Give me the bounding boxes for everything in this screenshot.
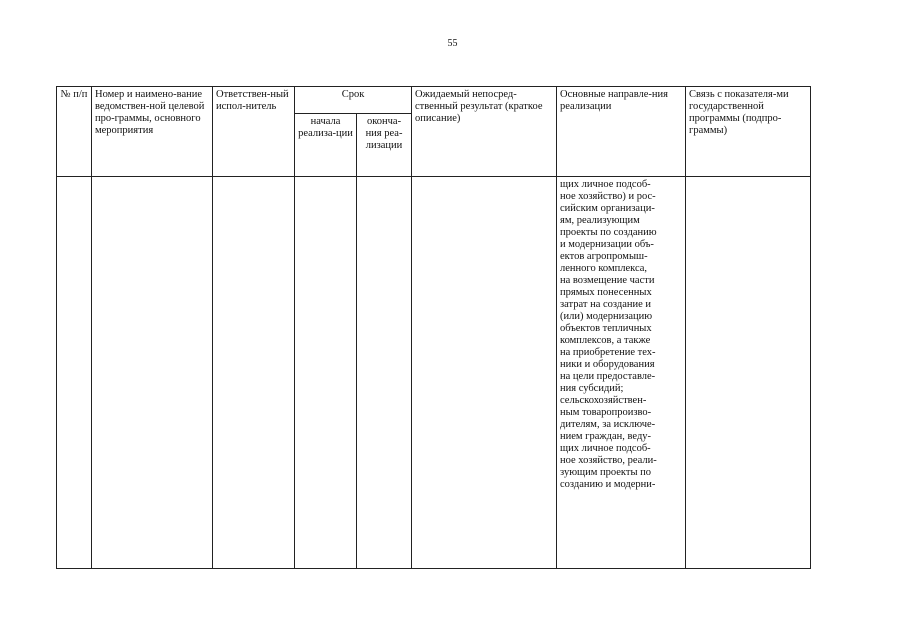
cell-directions: щих личное подсоб- ное хозяйство) и рос- сийским организаци- ям, реализующим проекты по созданию и модернизации объ- ектов агропромыш- ленного комплекса, на возмещение части прямых понесенных затрат на создание и (или) модернизацию объектов тепличных комплексов, а также на приобретение тех- ники и оборудования на цели предоставле- ния субсидий; сельскохозяйствен- ным товаропроизво- дителям, за исключе- нием граждан, веду- щих личное подсоб- ное хозяйство, реали- зующим проекты по созданию и модерни- xyxy=(557,177,686,569)
header-end: оконча-ния реа-лизации xyxy=(357,114,412,177)
header-num: № п/п xyxy=(57,87,92,177)
table-row xyxy=(57,177,811,569)
header-link: Связь с показателя-ми государственной программы (подпро-граммы) xyxy=(686,87,811,177)
header-term: Срок xyxy=(295,87,412,114)
header-responsible: Ответствен-ный испол-нитель xyxy=(213,87,295,177)
header-expected: Ожидаемый непосред-ственный результат (краткое описание) xyxy=(412,87,557,177)
header-directions: Основные направле-ния реализации xyxy=(557,87,686,177)
cell-name xyxy=(92,177,213,569)
page-number: 55 xyxy=(447,38,458,49)
cell-link xyxy=(686,177,811,569)
header-name: Номер и наимено-вание ведомствен-ной целевой про-граммы, основного мероприятия xyxy=(92,87,213,177)
cell-num xyxy=(57,177,92,569)
cell-start xyxy=(295,177,357,569)
cell-expected xyxy=(412,177,557,569)
header-start: начала реализа-ции xyxy=(295,114,357,177)
program-table xyxy=(56,86,811,569)
cell-end xyxy=(357,177,412,569)
cell-responsible xyxy=(213,177,295,569)
